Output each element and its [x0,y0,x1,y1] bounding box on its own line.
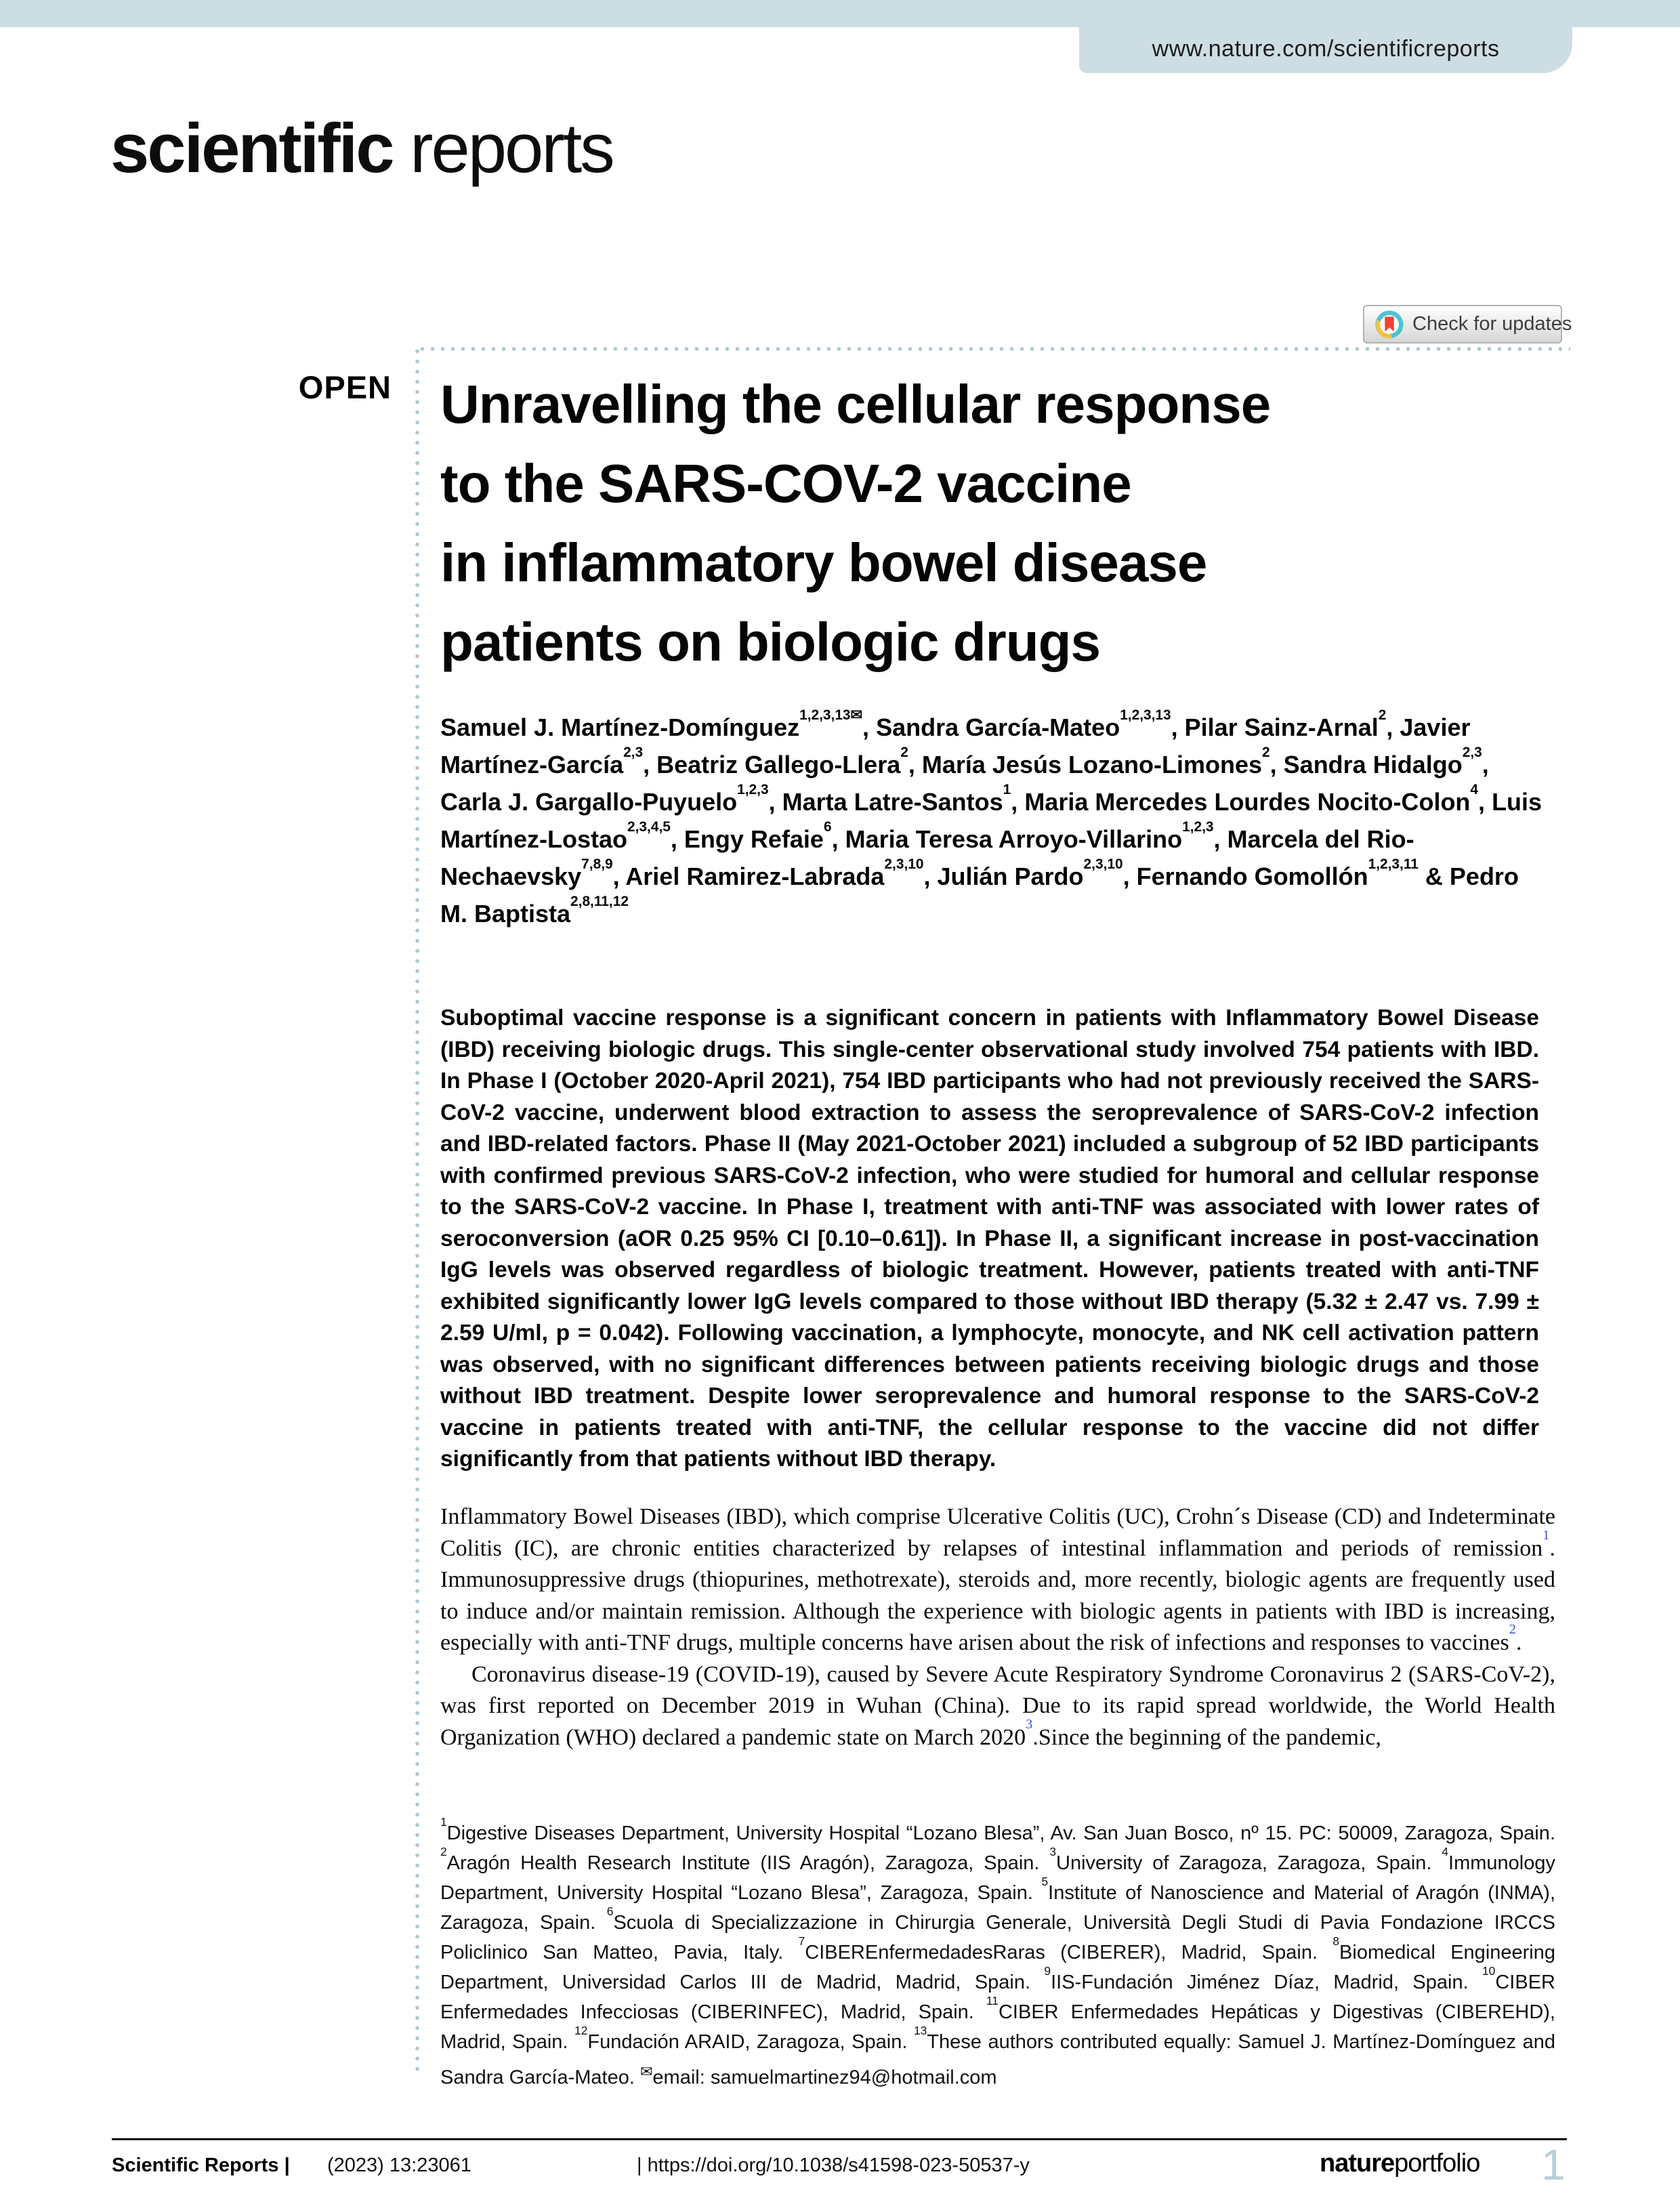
nature-portfolio-logo [1320,2149,1479,2178]
author-affiliation-sup: 2 [1378,707,1387,723]
divider-dotted-horizontal [417,346,1570,352]
body-text [440,1501,1555,1753]
affiliation-sup: 5 [1041,1874,1049,1888]
divider-dotted-vertical [415,346,420,2072]
corresponding-email-link[interactable]: samuelmartinez94@hotmail.com [710,2066,997,2089]
affiliation-sup: 3 [1049,1844,1057,1858]
author-list: Samuel J. Martínez-Domínguez$^{1,2,3,13✉}$, Sandra García-Mateo$^{1,2,3,13}$, Pilar Sainz-Arnal$^2$, Javier Martínez-García$^{2,3}$, Beatriz Gallego-Llera$^2$, María Jesús Lozano-Limones$^2$, Sandra Hidalgo$^{2,3}$, Carla J. Gargallo-Puyuelo$^{1,2,3}$, Marta Latre-Santos$^1$, Maria Mercedes Lourdes Nocito-Colon$^4$, Luis Martínez-Lostao$^{2,3,4,5}$, Engy Refaie$^6$, Maria Teresa Arroyo-Villarino$^{1,2,3}$, Marcela del Rio-Nechaevsky$^{7,8,9}$, Ariel Ramirez-Labrada$^{2,3,10}$, Julián Pardo$^{2,3,10}$, Fernando Gomollón$^{1,2,3,11}$ & Pedro M. Baptista$^{2,8,11,12}$ [440,707,1542,928]
author-name: Sandra Hidalgo$^{2,3}$ [1283,744,1482,778]
author-name: Maria Mercedes Lourdes Nocito-Colon$^4$ [1024,781,1479,816]
author-name: Sandra García-Mateo$^{1,2,3,13}$ [876,707,1171,741]
portfolio-logo-light: portfolio [1394,2149,1480,2178]
author-affiliation-sup: 2,3 [1462,744,1482,760]
citation-ref[interactable]: 3 [1026,1716,1033,1732]
affiliation-sup: 12 [574,2023,588,2037]
body-paragraph: Inflammatory Bowel Diseases (IBD), which comprise Ulcerative Colitis (UC), Crohn´s Disease (CD) and Indeterminate Colitis (IC), are chronic entities characterized by relapses of intestinal inflammation and periods of remission$^1$. Immunosuppressive drugs (thiopurines, methotrexate), steroids and, more recently, biologic agents are frequently used to induce and/or maintain remission. Although the experience with biologic agents in patients with IBD is increasing, especially with anti-TNF drugs, multiple concerns have arisen about the risk of infections and responses to vaccines$^2$. [440,1504,1555,1655]
journal-logo-bold: scientific [110,109,393,187]
author-name: Maria Teresa Arroyo-Villarino$^{1,2,3}$ [845,818,1214,853]
author-name: Samuel J. Martínez-Domínguez$^{1,2,3,13✉}$ [440,707,863,741]
author-name: Ariel Ramirez-Labrada$^{2,3,10}$ [625,856,924,890]
check-for-updates-label: Check for updates [1412,313,1572,335]
footer-journal-name: Scientific Reports | [112,2154,290,2176]
affiliation-sup: 9 [1044,1963,1051,1978]
author-name: Fernando Gomollón$^{1,2,3,11}$ [1136,856,1419,890]
affiliation-sup: 6 [606,1904,614,1918]
footnotes: $^1$Digestive Diseases Department, University Hospital “Lozano Blesa”, Av. San Juan Bosco, nº 15. PC: 50009, Zaragoza, Spain. $^2$Aragón Health Research Institute (IIS Aragón), Zaragoza, Spain. $^3$University of Zaragoza, Zaragoza, Spain. $^4$Immunology Department, University Hospital “Lozano Blesa”, Zaragoza, Spain. $^5$Institute of Nanoscience and Material of Aragón (INMA), Zaragoza, Spain. $^6$Scuola di Specializzazione in Chirurgia Generale, Università Degli Studi di Pavia Fondazione IRCCS Policlinico San Matteo, Pavia, Italy. $^7$CIBEREnfermedadesRaras (CIBERER), Madrid, Spain. $^8$Biomedical Engineering Department, Universidad Carlos III de Madrid, Madrid, Spain. $^9$IIS-Fundación Jiménez Díaz, Madrid, Spain. $^{10}$CIBER Enfermedades Infecciosas (CIBERINFEC), Madrid, Spain. $^{11}$CIBER Enfermedades Hepáticas y Digestivas (CIBEREHD), Madrid, Spain. $^{12}$Fundación ARAID, Zaragoza, Spain. $^{13}$These authors contributed equally: Samuel J. Martínez-Domínguez and Sandra García-Mateo. ✉email: samuelmartinez94@hotmail.com [440,1814,1556,2089]
nature-logo-bold: nature [1320,2149,1395,2178]
author-affiliation-sup: 1,2,3,13✉ [799,707,863,723]
author-affiliation-sup: 2 [1262,744,1270,760]
author-affiliation-sup: 1,2,3 [737,781,769,797]
author-name: Marta Latre-Santos$^1$ [782,781,1011,816]
author-affiliation-sup: 2,3,10 [1083,856,1123,872]
abstract-text: Suboptimal vaccine response is a significant concern in patients with Inflammatory Bowel Disease (IBD) receiving biologic drugs. This single-center observational study involved 754 patients with IBD. In Phase I (October 2020-April 2021), 754 IBD participants who had not previously received the SARS-CoV-2 vaccine, underwent blood extraction to assess the seroprevalence of SARS-CoV-2 infection and IBD-related factors. Phase II (May 2021-October 2021) included a subgroup of 52 IBD participants with confirmed previous SARS-CoV-2 infection, who were studied for humoral and cellular response to the SARS-CoV-2 vaccine. In Phase I, treatment with anti-TNF was associated with lower rates of seroconversion (aOR 0.25 95% CI [0.10–0.61]). In Phase II, a significant increase in post-vaccination IgG levels was observed regardless of biologic treatment. However, patients treated with anti-TNF exhibited significantly lower IgG levels compared to those without IBD therapy (5.32 ± 2.47 vs. 7.99 ± 2.59 U/ml, p = 0.042). Following vaccination, a lymphocyte, monocyte, and NK cell activation pattern was observed, with no significant differences between patients receiving biologic drugs and those without IBD treatment. Despite lower seroprevalence and humoral response to the SARS-CoV-2 vaccine in patients treated with anti-TNF, the cellular response to the vaccine did not differ significantly from that patients without IBD therapy. [440,1005,1539,1472]
author-affiliation-sup: 1,2,3,11 [1368,856,1419,872]
author-affiliation-sup: 2,3 [623,744,644,760]
author-name: Julián Pardo$^{2,3,10}$ [937,856,1123,890]
affiliation-sup: 8 [1332,1934,1340,1948]
affiliation-sup: 7 [798,1934,805,1948]
author-affiliation-sup: 4 [1470,781,1479,797]
author-name: Engy Refaie$^6$ [684,818,832,853]
crossmark-icon [1375,310,1404,339]
author-affiliation-sup: 2,3,4,5 [627,818,671,835]
envelope-icon: ✉ [639,2063,653,2080]
affiliation-sup: 10 [1482,1963,1496,1978]
author-name: Pedro M. Baptista$^{2,8,11,12}$ [440,862,1519,928]
citation-ref[interactable]: 2 [1509,1622,1516,1638]
footer-citation: (2023) 13:23061 [327,2154,471,2176]
check-for-updates-button[interactable] [1363,305,1572,343]
footer-rule [112,2138,1567,2140]
page-number: 1 [1541,2140,1566,2189]
affiliation-sup: 13 [913,2023,927,2037]
affiliation-sup: 1 [440,1814,447,1829]
author-name: Beatriz Gallego-Llera$^2$ [656,744,908,778]
affiliation-sup: 11 [986,1993,999,2007]
author-affiliation-sup: 2,3,10 [884,856,924,872]
author-name: Pilar Sainz-Arnal$^2$ [1184,707,1387,741]
author-name: María Jesús Lozano-Limones$^2$ [921,744,1270,778]
author-affiliation-sup: 1,2,3,13 [1120,707,1171,723]
affiliation-sup: 2 [440,1844,447,1858]
author-name: Carla J. Gargallo-Puyuelo$^{1,2,3}$ [440,781,769,816]
journal-logo [110,108,613,188]
affiliation-sup: 4 [1442,1844,1449,1858]
journal-url-tab [1079,0,1572,73]
author-affiliation-sup: 1 [1003,781,1011,797]
footer-doi-link[interactable]: | https://doi.org/10.1038/s41598-023-50537-y [637,2154,1030,2176]
author-name: Javier Martínez-García$^{2,3}$ [440,713,1471,778]
author-affiliation-sup: 1,2,3 [1182,818,1214,835]
journal-url: www.nature.com/scientificreports [1152,36,1500,62]
open-access-label: OPEN [298,369,392,405]
author-name: Luis Martínez-Lostao$^{2,3,4,5}$ [440,788,1542,853]
page-title: Unravelling the cellular response to the SARS-COV-2 vaccine in inflammatory bowel disease patients on biologic drugs [440,374,1271,672]
body-paragraph: Coronavirus disease-19 (COVID-19), caused by Severe Acute Respiratory Syndrome Coronavirus 2 (SARS-CoV-2), was first reported on December 2019 in Wuhan (China). Due to its rapid spread worldwide, the World Health Organization (WHO) declared a pandemic state on March 2020$^3$.Since the beginning of the pandemic, [440,1661,1555,1750]
author-affiliation-sup: 2 [900,744,908,760]
citation-ref[interactable]: 1 [1542,1527,1550,1543]
author-name: Marcela del Rio-Nechaevsky$^{7,8,9}$ [440,825,1414,890]
author-affiliation-sup: 2,8,11,12 [570,893,629,909]
author-affiliation-sup: 7,8,9 [581,856,613,872]
author-affiliation-sup: 6 [823,818,832,835]
journal-logo-light: reports [410,109,613,187]
